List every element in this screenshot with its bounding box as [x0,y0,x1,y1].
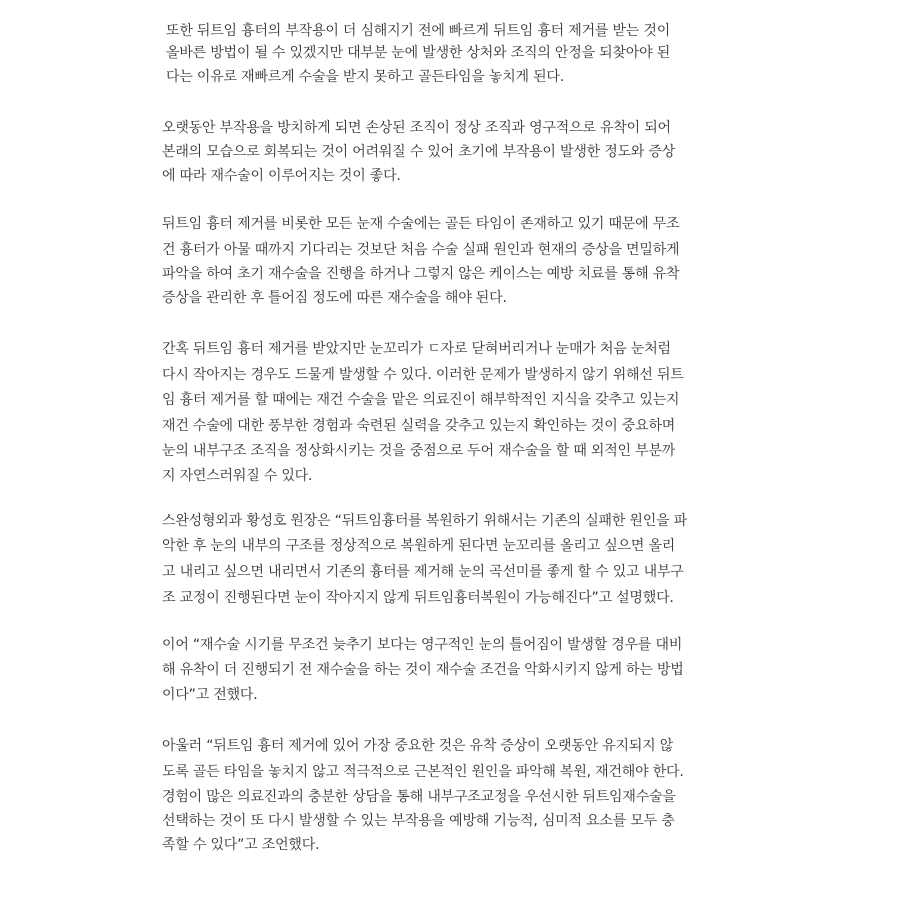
text-line: 본래의 모습으로 회복되는 것이 어려워질 수 있어 초기에 부작용이 발생한 정도와 증상 [162,144,676,160]
text-line: 증상을 관리한 후 틀어짐 정도에 따른 재수술을 해야 된다. [162,290,507,306]
text-line: 임 흉터 제거를 할 때에는 재건 수술을 맡은 의료진이 해부학적인 지식을 갖추고 있는지 [162,392,680,408]
text-line: 파악을 하여 초기 재수술을 진행을 하거나 그렇지 않은 케이스는 예방 치료를 통해 유착 [162,266,680,282]
text-line: 간혹 뒤트임 흉터 제거를 받았지만 눈꼬리가 ㄷ자로 닫혀버리거나 눈매가 처음 눈처럼 [162,341,671,357]
text-line: 눈의 내부구조 조직을 정상화시키는 것을 중점으로 두어 재수술을 할 때 외적인 부분까 [162,443,676,459]
text-line: 아울러 “뒤트임 흉터 제거에 있어 가장 중요한 것은 유착 증상이 오랫동안 유지되지 않 [162,738,674,754]
text-line: 이다”고 전했다. [162,687,258,703]
text-line: 뒤트임 흉터 제거를 비롯한 모든 눈재 수술에는 골든 타임이 존재하고 있기 때문에 무조 [162,216,680,232]
text-line: 건 흉터가 아물 때까지 기다리는 것보단 처음 수술 실패 원인과 현재의 증상을 면밀하게 [162,242,680,258]
text-line: 다시 작아지는 경우도 드물게 발생할 수 있다. 이러한 문제가 발생하지 않기 위해선 뒤트 [162,367,684,383]
text-line: 도록 골든 타임을 놓치지 않고 적극적으로 근본적인 원인을 파악해 복원, 재건해야 한다. [162,764,684,780]
text-line: 재건 수술에 대한 풍부한 경험과 숙련된 실력을 갖추고 있는지 확인하는 것이 중요하며 [162,418,676,434]
text-line: 다는 이유로 재빠르게 수술을 받지 못하고 골든타임을 놓치게 된다. [166,69,564,85]
text-line: 선택하는 것이 또 다시 발생할 수 있는 부작용을 예방해 기능적, 심미적 요소를 모두 충 [162,813,675,829]
text-line: 고 내리고 싶으면 내리면서 기존의 흉터를 제거해 눈의 곡선미를 좋게 할 수 있고 내부구 [162,564,684,580]
text-line: 또한 뒤트임 흉터의 부작용이 더 심해지기 전에 빠르게 뒤트임 흉터 제거를 받는 것이 [166,23,671,39]
text-line: 스완성형외과 황성호 원장은 “뒤트임흉터를 복원하기 위해서는 기존의 실패한 원인을 파 [162,513,687,529]
text-line: 오랫동안 부작용을 방치하게 되면 손상된 조직이 정상 조직과 영구적으로 유착이 되어 [162,120,671,136]
text-line: 해 유착이 더 진행되기 전 재수술을 하는 것이 재수술 조건을 악화시키지 않게 하는 방법 [162,662,684,678]
text-line: 올바른 방법이 될 수 있겠지만 대부분 눈에 발생한 상처와 조직의 안정을 되찾아야 된 [166,45,671,61]
text-line: 악한 후 눈의 내부의 구조를 정상적으로 복원하게 된다면 눈꼬리를 올리고 싶으면 올리 [162,538,676,554]
text-line: 에 따라 재수술이 이루어지는 것이 좋다. [162,168,401,184]
text-line: 경험이 많은 의료진과의 충분한 상담을 통해 내부구조교정을 우선시한 뒤트임재수술을 [162,789,676,805]
text-line: 지 자연스러워질 수 있다. [162,468,313,484]
text-line: 족할 수 있다”고 조언했다. [162,837,320,853]
text-line: 조 교정이 진행된다면 눈이 작아지지 않게 뒤트임흉터복원이 가능해진다”고 설명했다. [162,590,674,606]
text-line: 이어 “재수술 시기를 무조건 늦추기 보다는 영구적인 눈의 틀어짐이 발생할 경우를 대비 [162,637,683,653]
